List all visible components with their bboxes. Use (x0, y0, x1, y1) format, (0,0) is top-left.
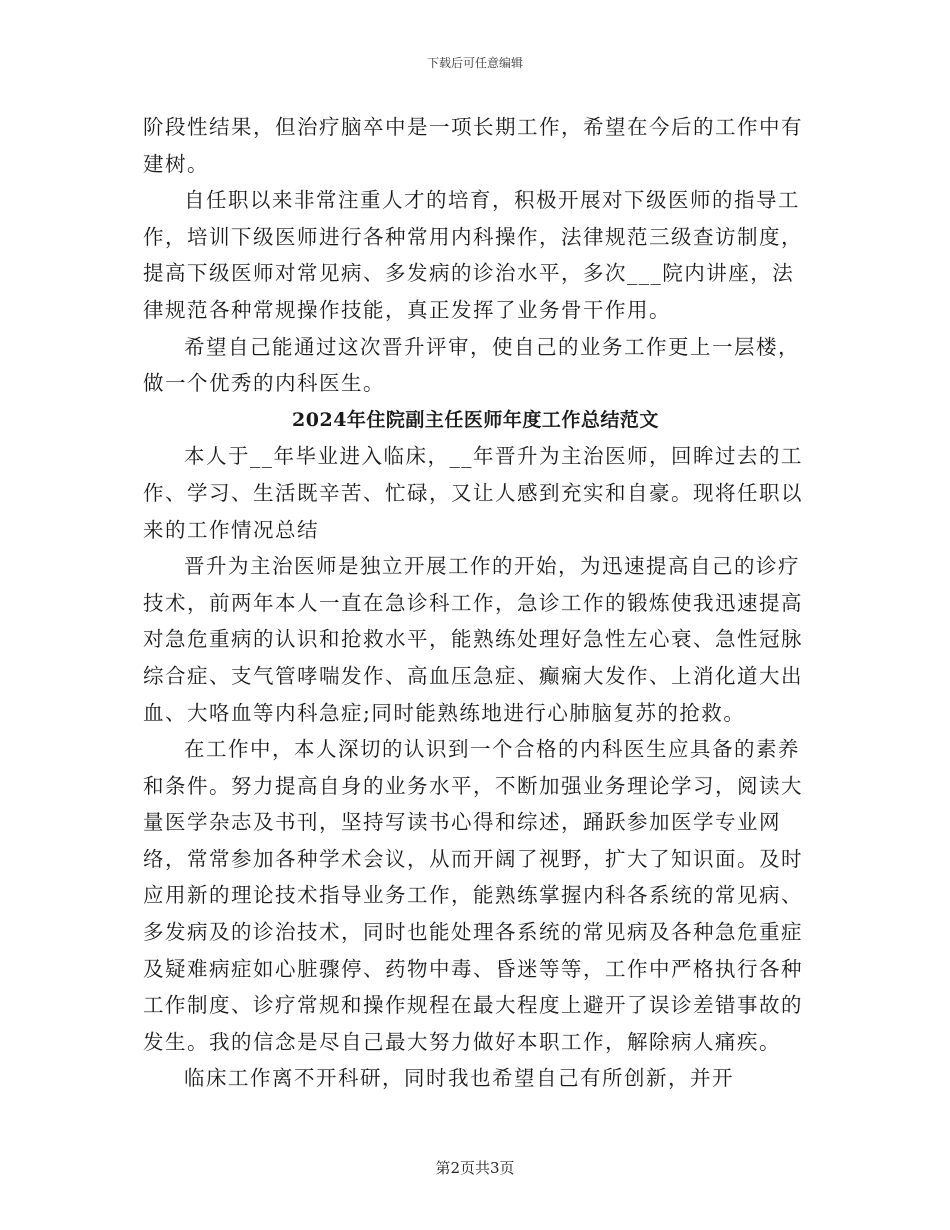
document-body (143, 109, 808, 1097)
page-number: 第2页共3页 (435, 1159, 515, 1177)
paragraph-introduction: 本人于__年毕业进入临床，__年晋升为主治医师，回眸过去的工作、学习、生活既辛苦、忙碌，又让人感到充实和自豪。现将任职以来的工作情况总结 (143, 444, 803, 542)
paragraph-promotion-hope: 希望自己能通过这次晋升评审，使自己的业务工作更上一层楼，做一个优秀的内科医生。 (143, 334, 800, 396)
document-title: 2024年住院副主任医师年度工作总结范文 (292, 408, 659, 431)
paragraph-research: 临床工作离不开科研，同时我也希望自己有所创新，并开 (184, 1066, 734, 1091)
paragraph-continued: 阶段性结果，但治疗脑卒中是一项长期工作，希望在今后的工作中有建树。 (143, 115, 803, 176)
paragraph-professional-growth: 在工作中，本人深切的认识到一个合格的内科医生应具备的素养和条件。努力提高自身的业务水平，不断加强业务理论学习，阅读大量医学杂志及书刊，坚持写读书心得和综述，踊跃参加医学专业网络，常常参加各种学术会议，从而开阔了视野，扩大了知识面。及时应用新的理论技术指导业务工作，能熟练掌握内科各系统的常见病、多发病及的诊治技术，同时也能处理各系统的常见病及各种急危重症及疑难病症如心脏骤停、药物中毒、昏迷等等，工作中严格执行各种工作制度、诊疗常规和操作规程在最大程度上避开了误诊差错事故的发生。我的信念是尽自己最大努力做好本职工作，解除病人痛疾。 (143, 737, 803, 1054)
paragraph-talent-training: 自任职以来非常注重人才的培育，积极开展对下级医师的指导工作，培训下级医师进行各种常用内科操作，法律规范三级查访制度，提高下级医师对常见病、多发病的诊治水平，多次___院内讲座，法律规范各种常规操作技能，真正发挥了业务骨干作用。 (143, 188, 803, 322)
paragraph-emergency-work: 晋升为主治医师是独立开展工作的开始，为迅速提高自己的诊疗技术，前两年本人一直在急诊科工作，急诊工作的锻炼使我迅速提高对急危重病的认识和抢救水平，能熟练处理好急性左心衰、急性冠脉综合症、支气管哮喘发作、高血压急症、癫痫大发作、上消化道大出血、大咯血等内科急症;同时能熟练地进行心肺脑复苏的抢救。 (143, 554, 803, 725)
page-header-note: 下载后可任意编辑 (426, 56, 523, 70)
